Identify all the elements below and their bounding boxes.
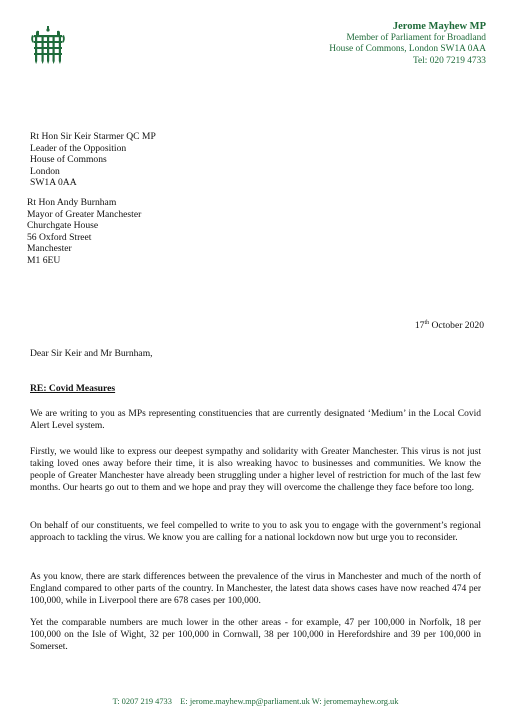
mp-role: Member of Parliament for Broadland	[346, 33, 486, 43]
body-paragraph: We are writing to you as MPs representing constituencies that are currently designated ‘Medium’ in the Local Covid Alert Level system.	[30, 409, 481, 431]
letterhead	[329, 20, 486, 67]
subject-line: RE: Covid Measures	[30, 383, 116, 394]
body-paragraph: Firstly, we would like to express our deepest sympathy and solidarity with Greater Manchester. This virus is not just taking loved ones away before their time, it is also wreaking havoc to businesses and communities. We know the people of Greater Manchester have already been struggling under a higher level of restriction for much of the last few months. Our hearts go out to them and we hope and pray they will overcome the challenge they face before too long.	[30, 447, 481, 493]
letter-date	[415, 320, 484, 331]
footer-contact: T: 0207 219 4733 E: jerome.mayhew.mp@parliament.uk W: jeromemayhew.org.uk	[112, 697, 399, 706]
body-paragraph: On behalf of our constituents, we feel compelled to write to you to ask you to engage with the government’s regional approach to tackling the virus. We know you are calling for a national lockdown now but urge you to reconsider.	[30, 521, 481, 543]
address-line: Churchgate House	[27, 220, 99, 232]
body-paragraph: As you know, there are stark differences between the prevalence of the virus in Manchester and much of the north of England compared to other parts of the country. In Manchester, the latest data shows cases have now reached 474 per 100,000, while in Liverpool there are 678 cases per 100,000.	[30, 572, 481, 606]
date-day: 17	[414, 320, 425, 331]
address-line: M1 6EU	[27, 254, 61, 266]
address-line: London	[30, 165, 60, 177]
mp-telephone: Tel: 020 7219 4733	[412, 55, 486, 66]
salutation: Dear Sir Keir and Mr Burnham,	[30, 348, 153, 359]
address-line: SW1A 0AA	[30, 177, 77, 189]
address-line: Manchester	[27, 243, 72, 255]
mp-name: Jerome Mayhew MP	[392, 21, 486, 32]
mp-address: House of Commons, London SW1A 0AA	[329, 44, 486, 55]
body-paragraph: Yet the comparable numbers are much lower in the other areas - for example, 47 per 100,000 in Norfolk, 18 per 100,000 on the Isle of Wight, 32 per 100,000 in Cornwall, 38 per 100,000 in Herefordshire and 39 per 100,000 in Somerset.	[30, 618, 481, 652]
date-rest: October 2020	[429, 320, 484, 331]
address-line: Rt Hon Sir Keir Starmer QC MP	[30, 131, 156, 142]
portcullis-icon	[30, 26, 66, 66]
address-line: House of Commons	[30, 154, 107, 166]
date-suffix: th	[424, 319, 430, 326]
address-line: Rt Hon Andy Burnham	[27, 197, 117, 208]
recipient-address-burnham	[27, 197, 141, 267]
address-line: 56 Oxford Street	[27, 231, 92, 243]
address-line: Leader of the Opposition	[30, 142, 127, 154]
recipient-address-starmer	[30, 131, 156, 189]
address-line: Mayor of Greater Manchester	[27, 208, 142, 220]
